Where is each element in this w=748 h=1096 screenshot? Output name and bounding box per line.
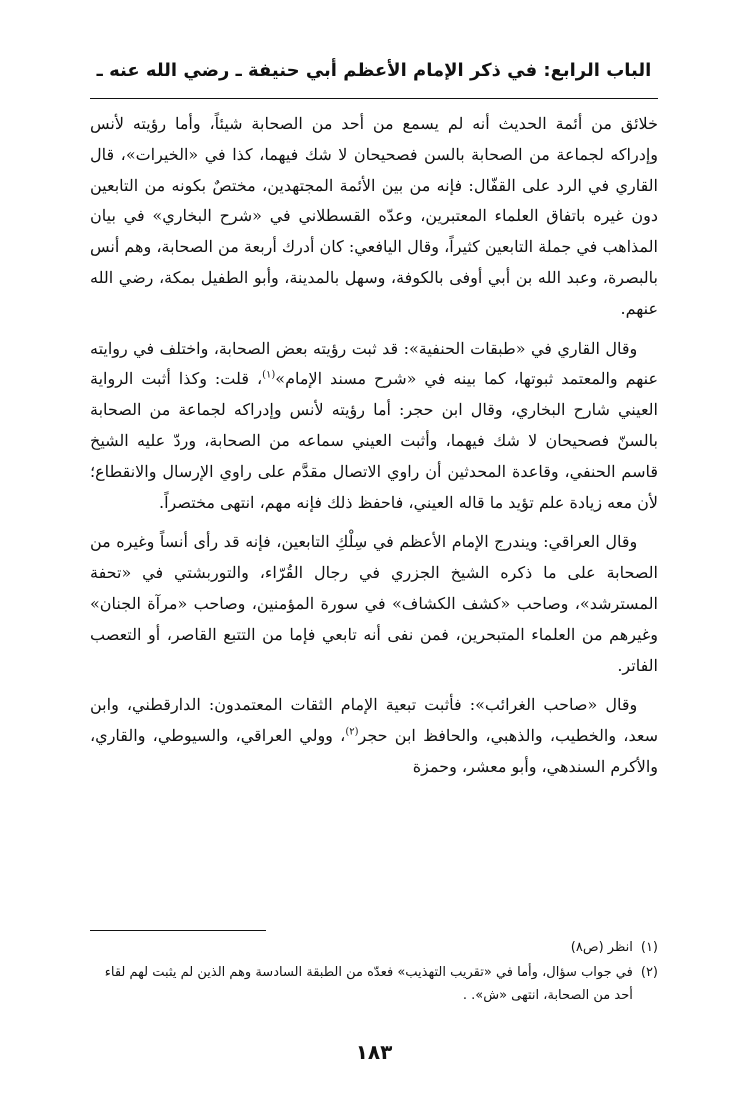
text-run: وقال «صاحب الغرائب»: فأثبت تبعية الإمام الثقات المعتمدون: الدارقطني، وابن سعد، والخطيب، والذهبي، والحافظ ابن حجر <box>90 695 658 746</box>
footnote <box>90 961 658 1007</box>
paragraph: خلائق من أئمة الحديث أنه لم يسمع من أحد من الصحابة شيئاً، وأما رؤيته لأنس وإدراكه لجماعة من الصحابة بالسن فصحيحان لا شك فيهما، كذا في «الخيرات»، قال القاري في الرد على القفّال: فإنه من بين الأئمة المجتهدين، مختصٌ بكونه من التابعين دون غيره باتفاق العلماء المعتبرين، وعدّه القسطلاني في «شرح البخاري» في بيان المذاهب في جملة التابعين كثيراً، وقال اليافعي: كان أدرك أربعة من الصحابة، وهم أنس بالبصرة، وعبد الله بن أبي أوفى بالكوفة، وسهل بالمدينة، وأبو الطفيل بمكة، رضي الله عنهم. <box>90 114 659 318</box>
footnote-number: (٢) <box>640 965 658 980</box>
footnote <box>90 936 658 959</box>
paragraph <box>90 334 658 519</box>
paragraph: وقال العراقي: ويندرج الإمام الأعظم في سِلْكِ التابعين، فإنه قد رأى أنساً وغيره من الصحابة على ما ذكره الشيخ الجزري في رجال القُرّاء، والتوربشتي في «تحفة المسترشد»، وصاحب «كشف الكشاف» في سورة المؤمنين، وصاحب «مرآة الجنان» وغيرهم من العلماء المتبحرين، فمن نفى أنه تابعي فإما من التتبع القاصر، أو التعصب الفاتر. <box>90 532 658 675</box>
footnotes <box>90 936 658 1009</box>
paragraph <box>90 690 658 782</box>
main-text <box>90 109 658 783</box>
running-header: الباب الرابع: في ذكر الإمام الأعظم أبي حنيفة ـ رضي الله عنه ـ <box>96 60 652 81</box>
text-run: وقال القاري في «طبقات الحنفية»: قد ثبت رؤيته بعض الصحابة، واختلف في روايته عنهم والمعتمد ثبوتها، كما بينه في «شرح مسند الإمام» <box>90 338 658 389</box>
text-run: ، وولي العراقي، والسيوطي، والقاري، والأكرم السندهي، وأبو معشر، وحمزة <box>90 726 658 776</box>
footnote-ref[interactable]: (٢) <box>345 726 359 738</box>
page-number: ١٨٣ <box>355 1040 393 1064</box>
footnote-text: في جواب سؤال، وأما في «تقريب التهذيب» فعدّه من الطبقة السادسة وهم الذين لم يثبت لهم لقاء أحد من الصحابة، انتهى «ش». . <box>104 965 633 1003</box>
footnote-separator <box>90 930 266 931</box>
footnote-ref[interactable]: (١) <box>262 370 276 382</box>
footnote-text: انظر (ص٨) <box>570 940 633 955</box>
footnote-number: (١) <box>640 940 658 955</box>
header-rule <box>90 98 658 99</box>
text-run: ، قلت: وكذا أثبت الرواية العيني شارح البخاري، وقال ابن حجر: أما رؤيته لأنس وإدراكه لجماعة من الصحابة بالسنّ فصحيحان لا شك فيهما، وأثبت العيني سماعه من الصحابة، وردّ عليه الشيخ قاسم الحنفي، وقاعدة المحدثين أن راوي الاتصال مقدَّم على راوي الإرسال والانقطاع؛ لأن معه زيادة علم تؤيد ما قاله العيني، فاحفظ ذلك فإنه مهم، انتهى مختصراً. <box>90 369 658 512</box>
